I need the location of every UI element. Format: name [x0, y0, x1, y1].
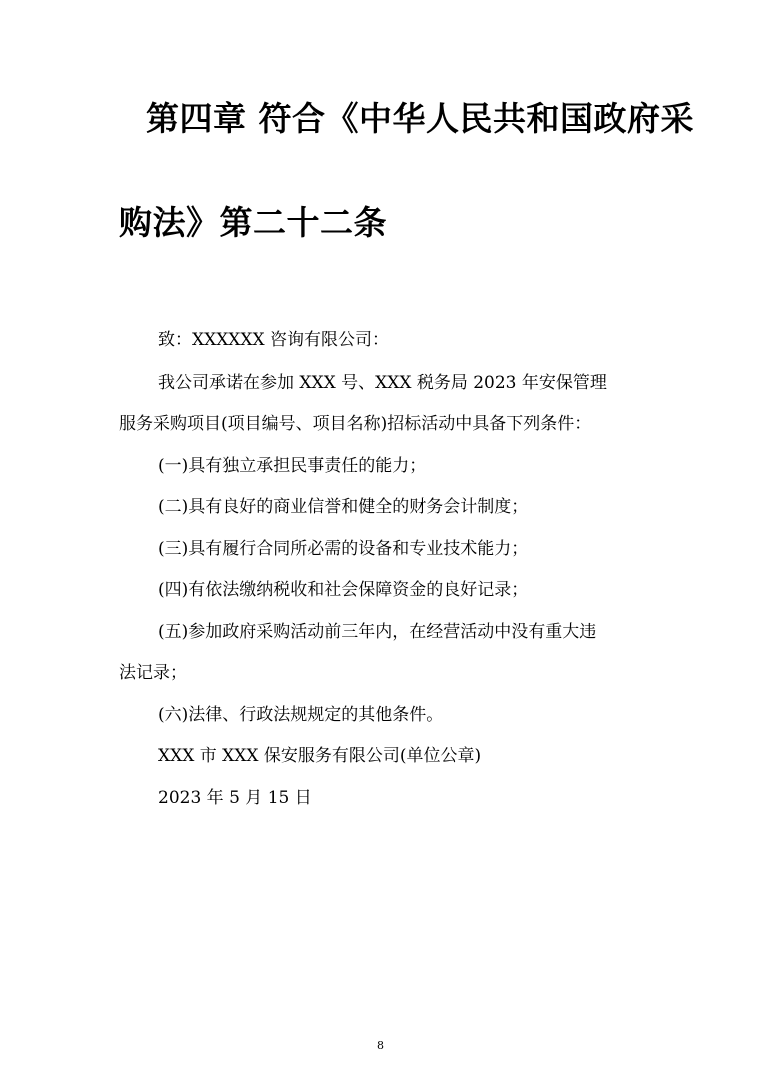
condition-item-4: (四)有依法缴纳税收和社会保障资金的良好记录； [158, 580, 529, 600]
condition-item-1: (一)具有独立承担民事责任的能力； [158, 456, 427, 476]
letter-salutation: 致：XXXXXX 咨询有限公司： [158, 330, 390, 350]
letter-signature: XXX 市 XXX 保安服务有限公司(单位公章) [158, 746, 482, 766]
condition-item-6: (六)法律、行政法规规定的其他条件。 [158, 705, 444, 725]
condition-item-3: (三)具有履行合同所必需的设备和专业技术能力； [158, 539, 529, 559]
page-number: 8 [377, 1039, 384, 1052]
condition-item-2: (二)具有良好的商业信誉和健全的财务会计制度； [158, 497, 529, 517]
condition-item-5: (五)参加政府采购活动前三年内，在经营活动中没有重大违 [158, 622, 597, 642]
letter-date: 2023 年 5 月 15 日 [158, 788, 312, 808]
letter-intro-line-2: 服务采购项目(项目编号、项目名称)招标活动中具备下列条件： [119, 414, 592, 434]
condition-item-5-continued: 法记录； [119, 663, 187, 683]
letter-intro-line-1: 我公司承诺在参加 XXX 号、XXX 税务局 2023 年安保管理 [158, 373, 607, 393]
chapter-title-line-1: 第四章 符合《中华人民共和国政府采 [146, 99, 694, 138]
chapter-title-line-2: 购法》第二十二条 [119, 203, 387, 242]
